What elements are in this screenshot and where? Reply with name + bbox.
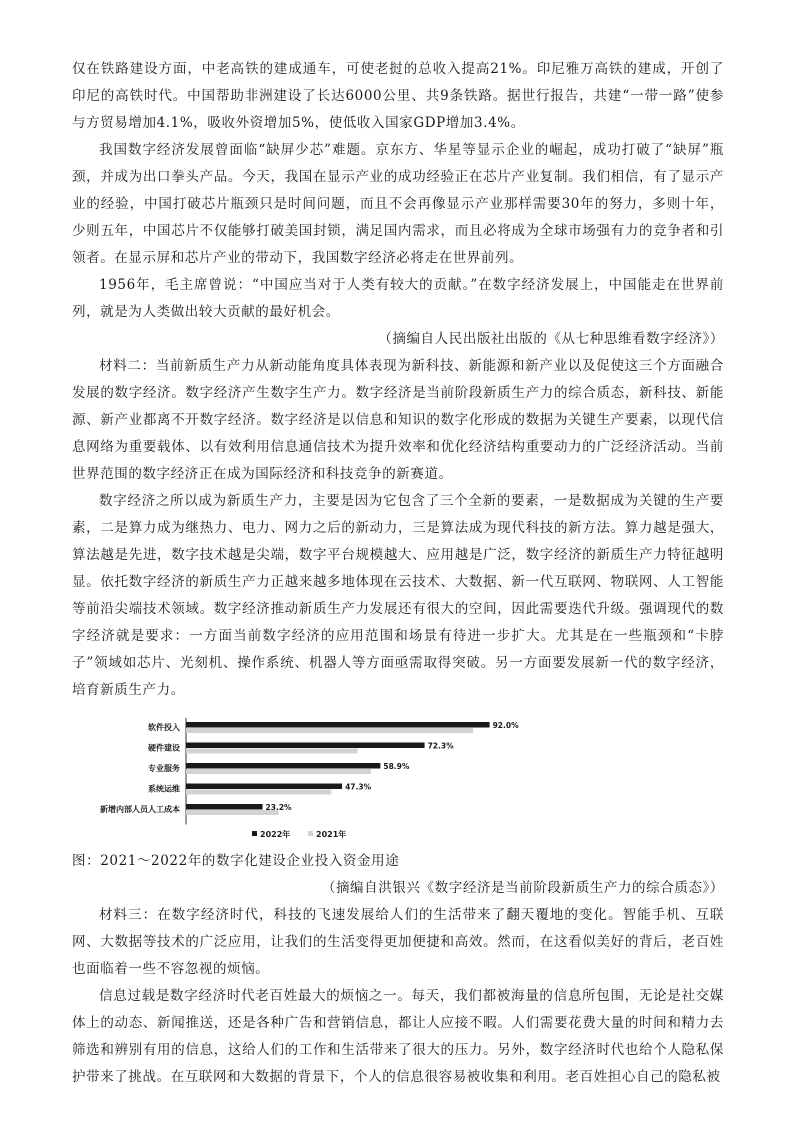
value-label: 47.3% bbox=[345, 782, 372, 792]
source-citation-1: （摘编自人民出版社出版的《从七种思维看数字经济》） bbox=[378, 331, 724, 347]
category-label: 软件投入 bbox=[148, 723, 180, 732]
bar-chart-svg bbox=[72, 716, 532, 844]
bar-2021 bbox=[186, 749, 358, 754]
material-three-text bbox=[72, 902, 724, 1091]
material-two-text bbox=[72, 353, 724, 704]
paragraph: 信息过载是数字经济时代老百姓最大的烦恼之一。每天，我们都被海量的信息所包围，无论是社交媒体上的动态、新闻推送，还是各种广告和营销信息，都让人应接不暇。人们需要花费大量的时间和精力去筛选和辨别有用的信息，这给人们的工作和生活带来了很大的压力。另外，数字经济时代也给个人隐私保护带来了挑战。在互联网和大数据的背景下，个人的信息很容易被收集和利用。老百姓担心自己的隐私被 bbox=[72, 988, 724, 1085]
legend-swatch bbox=[308, 831, 313, 836]
legend-label: 2021年 bbox=[316, 830, 347, 839]
bar-2021 bbox=[186, 790, 331, 795]
material-one-text bbox=[72, 56, 724, 326]
bar-2022 bbox=[186, 763, 380, 769]
value-label: 92.0% bbox=[492, 721, 519, 730]
paragraph: 我国数字经济发展曾面临“缺屏少芯”难题。京东方、华星等显示企业的崛起，成功打破了“缺屏”瓶颈，并成为出口拳头产品。今天，我国在显示产业的成功经验正在芯片产业复制。我们相信，有了显示产业的经验，中国打破芯片瓶颈只是时间问题，而且不会再像显示产业那样需要30年的努力，多则十年，少则五年，中国芯片不仅能够打破美国封锁，满足国内需求，而且必将成为全球市场强有力的竞争者和引领者。在显示屏和芯片产业的带动下，我国数字经济必将走在世界前列。 bbox=[72, 142, 724, 266]
value-label: 72.3% bbox=[427, 741, 454, 751]
paragraph: 1956年，毛主席曾说：“中国应当对于人类有较大的贡献。”在数字经济发展上，中国能走在世界前列，就是为人类做出较大贡献的最好机会。 bbox=[72, 277, 724, 320]
source-citation-2: （摘编自洪银兴《数字经济是当前阶段新质生产力的综合质态》） bbox=[321, 880, 724, 896]
bar-2022 bbox=[186, 804, 263, 810]
bar-chart bbox=[72, 716, 532, 844]
document-page bbox=[72, 56, 724, 1091]
bar-2021 bbox=[186, 810, 278, 815]
bar-2022 bbox=[186, 722, 490, 728]
bar-2022 bbox=[186, 784, 342, 790]
value-label: 58.9% bbox=[383, 762, 410, 771]
category-label: 硬件建设 bbox=[148, 743, 180, 753]
legend-swatch bbox=[252, 831, 257, 836]
paragraph: 材料二：当前新质生产力从新动能角度具体表现为新科技、新能源和新产业以及促使这三个方面融合发展的数字经济。数字经济产生数字生产力。数字经济是当前阶段新质生产力的综合质态，新科技、新能源、新产业都离不开数字经济。数字经济是以信息和知识的数字化形成的数据为关键生产要素，以现代信息网络为重要载体、以有效利用信息通信技术为提升效率和优化经济结构重要动力的广泛经济活动。当前世界范围的数字经济正在成为国际经济和科技竞争的新赛道。 bbox=[72, 358, 724, 482]
paragraph: 材料三：在数字经济时代，科技的飞速发展给人们的生活带来了翻天覆地的变化。智能手机、互联网、大数据等技术的广泛应用，让我们的生活变得更加便捷和高效。然而，在这看似美好的背后，老百姓也面临着一些不容忽视的烦恼。 bbox=[72, 907, 724, 977]
bar-2021 bbox=[186, 728, 473, 733]
legend-label: 2022年 bbox=[260, 830, 291, 839]
paragraph: 仅在铁路建设方面，中老高铁的建成通车，可使老挝的总收入提高21%。印尼雅万高铁的建成，开创了印尼的高铁时代。中国帮助非洲建设了长达6000公里、共9条铁路。据世行报告，共建“一带一路”使参与方贸易增加4.1%，吸收外资增加5%，使低收入国家GDP增加3.4%。 bbox=[72, 61, 724, 131]
category-label: 系统运维 bbox=[148, 784, 180, 794]
paragraph: 数字经济之所以成为新质生产力，主要是因为它包含了三个全新的要素，一是数据成为关键的生产要素，二是算力成为继热力、电力、网力之后的新动力，三是算法成为现代科技的新方法。算力越是强大，算法越是先进，数字技术越是尖端，数字平台规模越大、应用越是广泛，数字经济的新质生产力特征越明显。依托数字经济的新质生产力正越来越多地体现在云技术、大数据、新一代互联网、物联网、人工智能等前沿尖端技术领域。数字经济推动新质生产力发展还有很大的空间，因此需要迭代升级。强调现代的数字经济就是要求：一方面当前数字经济的应用范围和场景有待进一步扩大。尤其是在一些瓶颈和“卡脖子”领域如芯片、光刻机、操作系统、机器人等方面亟需取得突破。另一方面要发展新一代的数字经济，培育新质生产力。 bbox=[72, 493, 724, 698]
bar-2021 bbox=[186, 769, 371, 774]
chart-caption: 图：2021～2022年的数字化建设企业投入资金用途 bbox=[72, 853, 400, 869]
category-label: 专业服务 bbox=[148, 764, 180, 773]
value-label: 23.2% bbox=[265, 803, 292, 812]
bar-2022 bbox=[186, 743, 425, 749]
category-label: 新增内部人员人工成本 bbox=[100, 805, 180, 814]
